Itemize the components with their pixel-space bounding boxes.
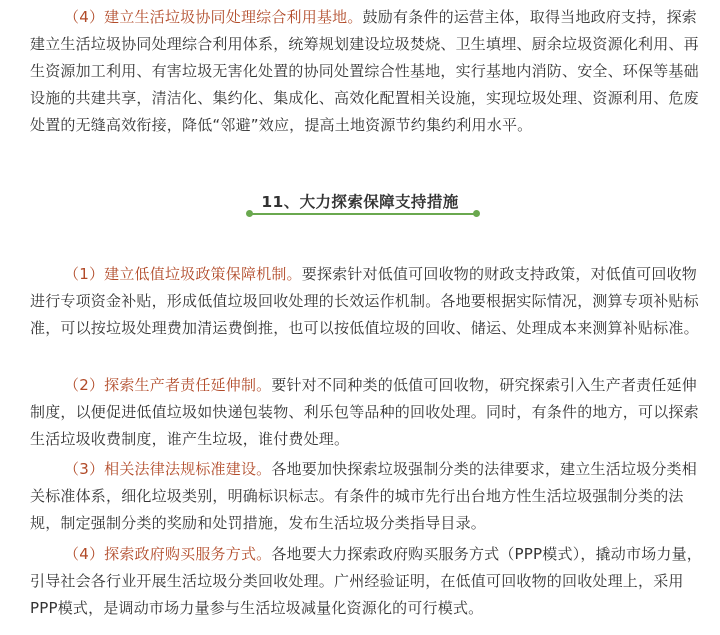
paragraph-title: 建立生活垃圾协同处理综合利用基地。 — [104, 8, 363, 26]
paragraph-title: 探索政府购买服务方式。 — [104, 545, 272, 563]
paragraph-body: 要探索针对低值可回收物的财政支持政策，对低值可回收物进行专项资金补贴，形成低值垃圾回收处理的长效运作机制。各地要根据实际情况，测算专项补贴标准，可以按垃圾处理费加清运费倒推，也可以按低值垃圾的回收、储运、处理成本来测算补贴标准。 — [30, 265, 699, 337]
paragraph-number: （3） — [64, 460, 105, 478]
paragraph-body: 各地要加快探索垃圾强制分类的法律要求，建立生活垃圾分类相关标准体系，细化垃圾类别，明确标识标志。有条件的城市先行出台地方性生活垃圾强制分类的法规，制定强制分类的奖励和处罚措施，发布生活垃圾分类指导目录。 — [30, 460, 697, 532]
divider-dot-right — [473, 210, 480, 217]
paragraph-number: （4） — [64, 8, 105, 26]
paragraph-producer-responsibility — [30, 372, 702, 453]
paragraph-title: 建立低值垃圾政策保障机制。 — [104, 265, 302, 283]
paragraph-legal-standards — [30, 456, 702, 537]
divider-dot-left — [246, 210, 253, 217]
section-heading — [0, 183, 720, 223]
paragraph-body: 各地要大力探索政府购买服务方式（PPP模式），撬动市场力量，引导社会各行业开展生活垃圾分类回收处理。广州经验证明，在低值可回收物的回收处理上，采用PPP模式，是调动市场力量参与生活垃圾减量化资源化的可行模式。 — [30, 545, 702, 617]
paragraph-low-value-policy — [30, 261, 702, 342]
paragraph-number: （4） — [64, 545, 105, 563]
heading-divider-line — [250, 213, 476, 215]
paragraph-title: 相关法律法规标准建设。 — [104, 460, 272, 478]
paragraph-body: 要针对不同种类的低值可回收物，研究探索引入生产者责任延伸制度，以便促进低值垃圾如快递包装物、利乐包等品种的回收处理。同时，有条件的地方，可以探索生活垃圾收费制度，谁产生垃圾，谁付费处理。 — [30, 376, 699, 448]
paragraph-number: （2） — [64, 376, 105, 394]
paragraph-recycling-base — [30, 4, 702, 139]
paragraph-body: 鼓励有条件的运营主体，取得当地政府支持，探索建立生活垃圾协同处理综合利用体系，统筹规划建设垃圾焚烧、卫生填埋、厨余垃圾资源化利用、再生资源加工利用、有害垃圾无害化处置的协同处置综合性基地，实行基地内消防、安全、环保等基础设施的共建共享，清洁化、集约化、集成化、高效化配置相关设施，实现垃圾处理、资源利用、危废处置的无缝高效衔接，降低“邻避”效应，提高土地资源节约集约利用水平。 — [30, 8, 699, 134]
section-heading-title: 11、大力探索保障支持措施 — [261, 193, 459, 211]
paragraph-number: （1） — [64, 265, 105, 283]
paragraph-title: 探索生产者责任延伸制。 — [104, 376, 272, 394]
paragraph-government-procurement — [30, 541, 702, 622]
